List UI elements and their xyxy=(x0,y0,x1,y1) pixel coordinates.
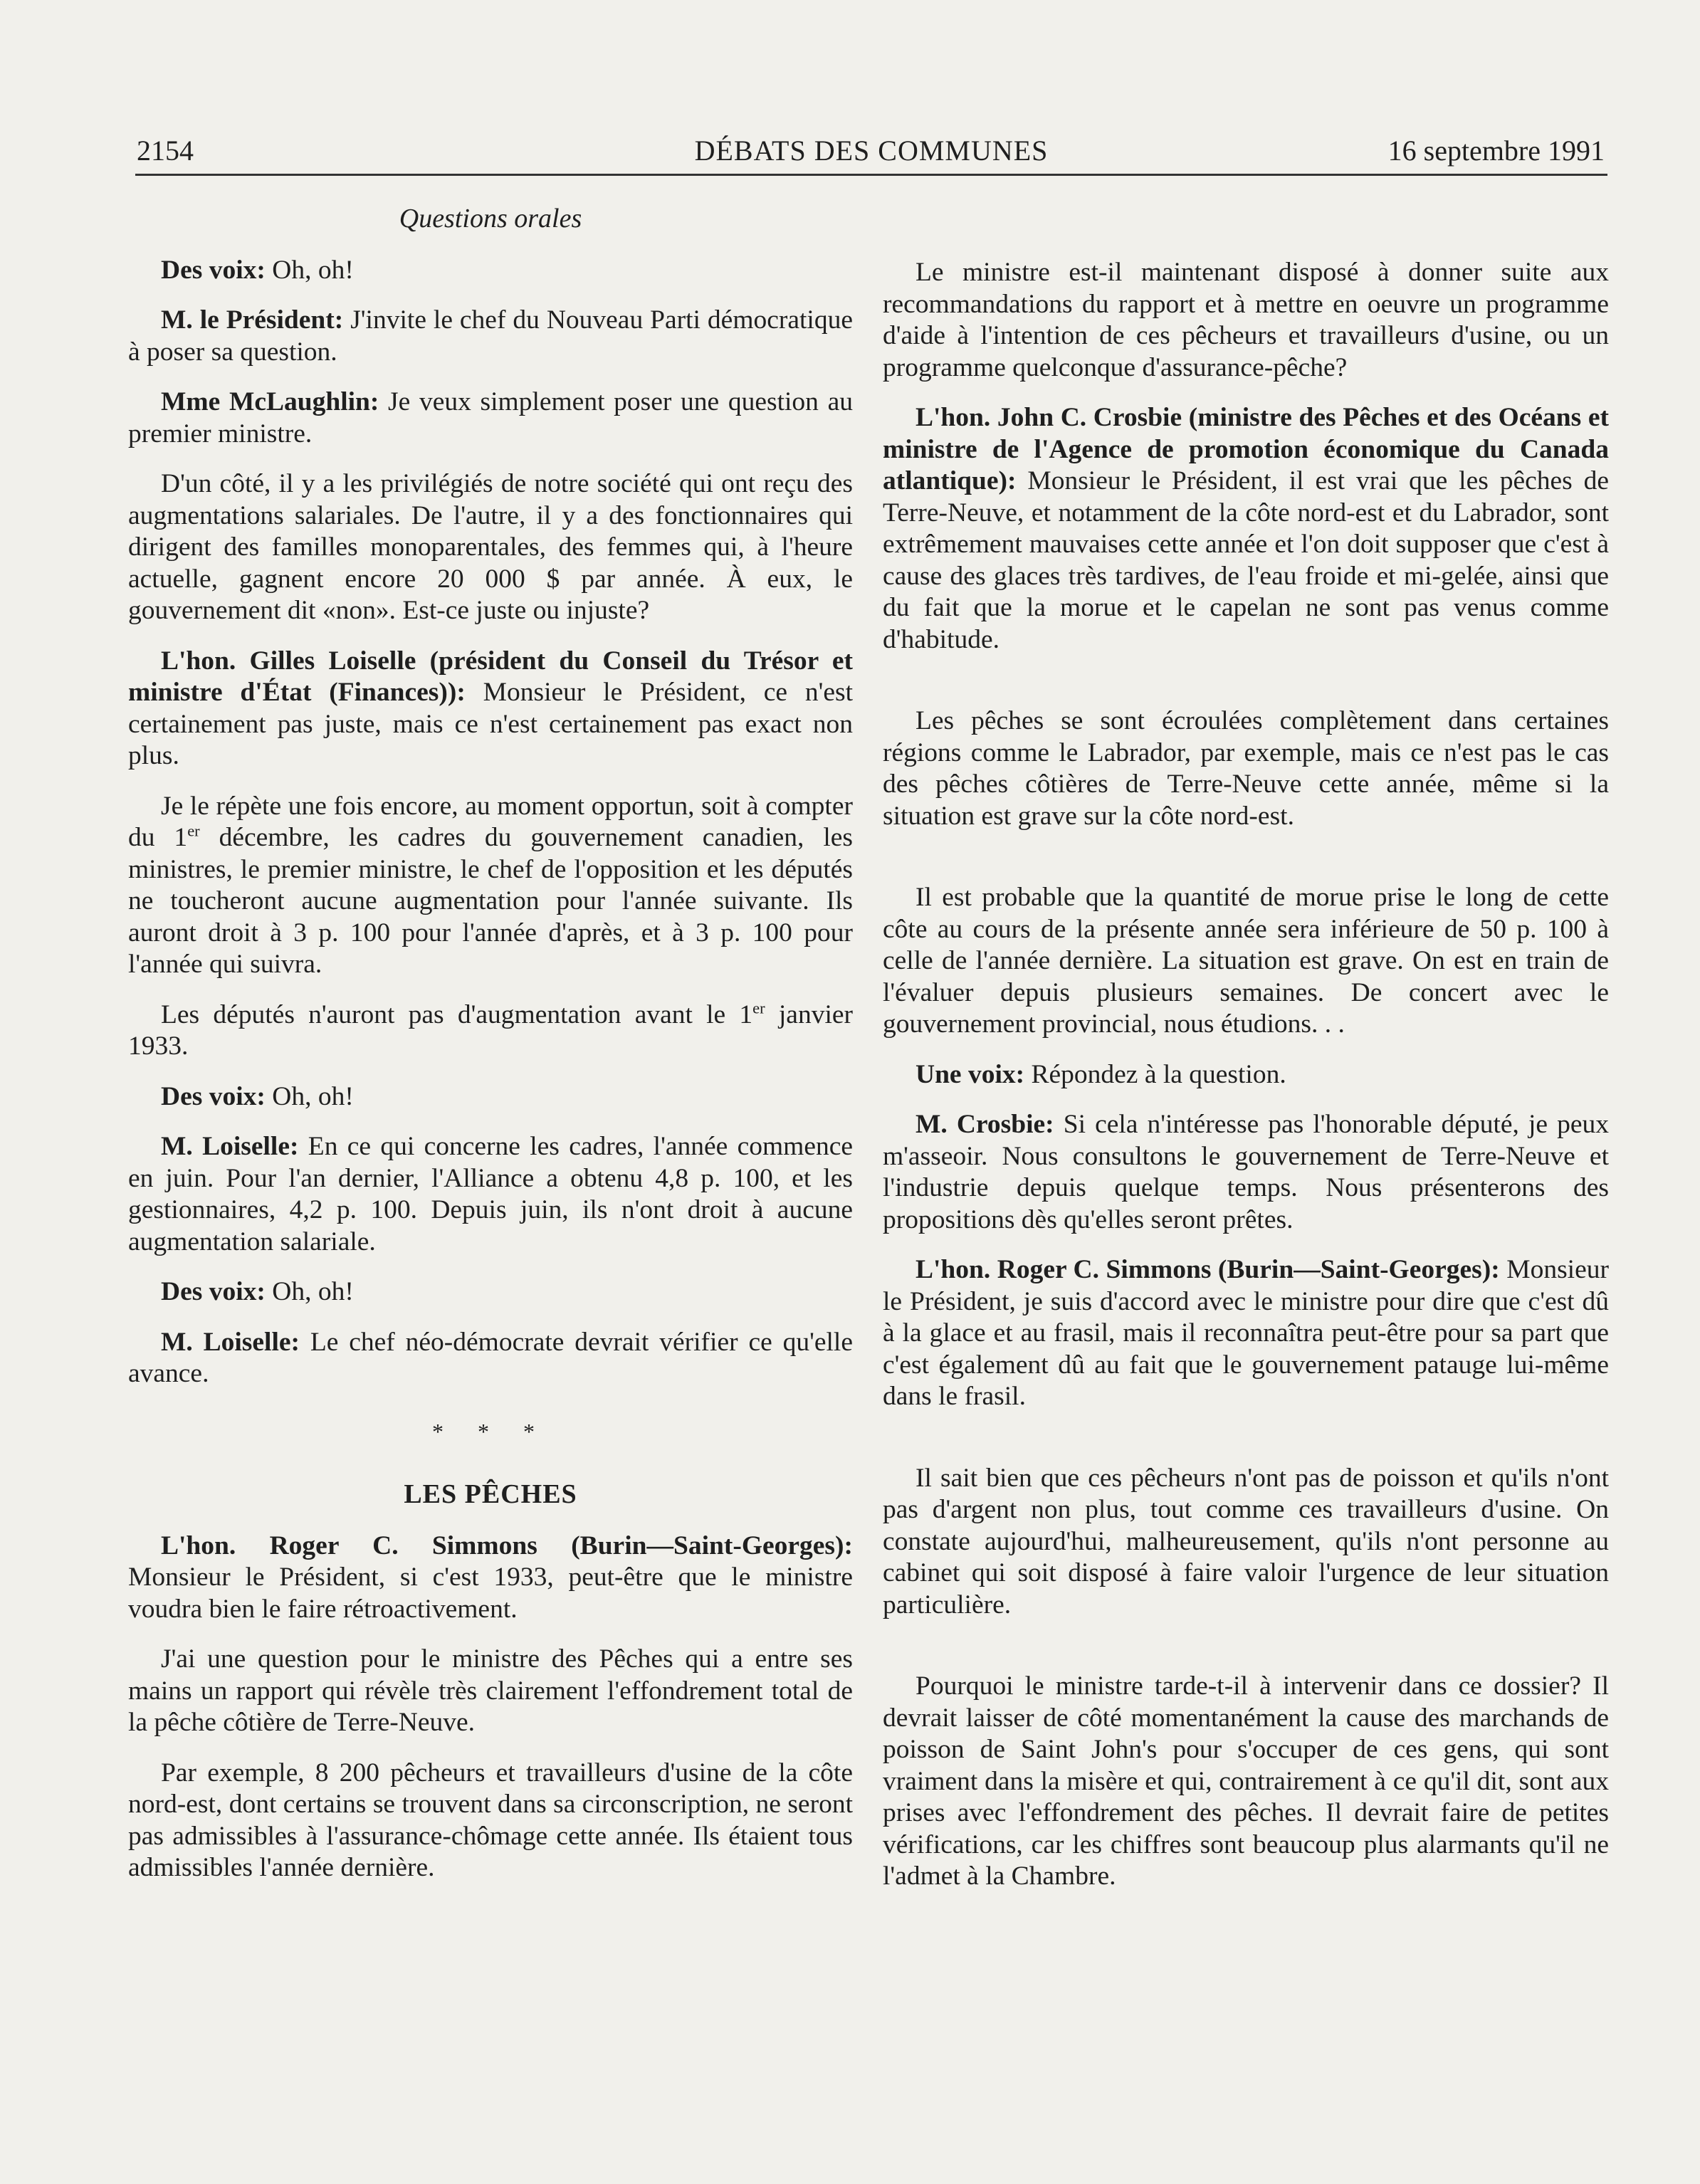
speaker-name: L'hon. Gilles Loiselle (président du Conseil du Trésor et ministre d'État (Finances)): xyxy=(128,646,853,707)
paragraph-text: Je le répète une fois encore, au moment opportun, soit à compter du 1 xyxy=(128,791,853,852)
paragraph-text: Les députés n'auront pas d'augmentation avant le 1 xyxy=(161,999,753,1029)
paragraph xyxy=(128,255,853,287)
speaker-name: Mme McLaughlin: xyxy=(161,387,379,416)
paragraph-text: D'un côté, il y a les privilégiés de notre société qui ont reçu des augmentations salariales. De l'autre, il y a des fonctionnaires qui dirigent des familles monoparentales, des femmes qui, à l'heure actuelle, gagnent encore 20 000 $ par année. À eux, le gouvernement dit «non». Est-ce juste ou injuste? xyxy=(128,469,853,625)
paragraph-text: Monsieur le Président, il est vrai que les pêches de Terre-Neuve, et notamment de la côte nord-est et du Labrador, sont extrêmement mauvaises cette année et l'on doit supposer que c'est à cause des glaces très tardives, de l'eau froide et mi-gelée, ainsi que du fait que la morue et le capelan ne sont pas venus comme d'habitude. xyxy=(883,466,1609,654)
paragraph xyxy=(128,387,853,450)
paragraph-text: J'invite le chef du Nouveau Parti démocratique à poser sa question. xyxy=(128,305,853,367)
paragraph xyxy=(883,257,1609,384)
paragraph-text: Oh, oh! xyxy=(265,1081,354,1111)
paragraph xyxy=(883,705,1609,832)
paragraph xyxy=(128,1276,853,1308)
speaker-name: Des voix: xyxy=(161,255,266,285)
speaker-name: Une voix: xyxy=(915,1059,1025,1089)
paragraph-text: Les pêches se sont écroulées complètement dans certaines régions comme le Labrador, par exemple, mais ce n'est pas le cas des pêches côtières de Terre-Neuve cette année, même si la situation est grave sur la côte nord-est. xyxy=(883,706,1609,831)
paragraph-text: J'ai une question pour le ministre des Pêches qui a entre ses mains un rapport qui révèle très clairement l'effondrement total de la pêche côtière de Terre-Neuve. xyxy=(128,1644,853,1737)
paragraph xyxy=(128,1131,853,1258)
paragraph-text: En ce qui concerne les cadres, l'année commence en juin. Pour l'an dernier, l'Alliance a obtenu 4,8 p. 100, et les gestionnaires, 4,2 p. 100. Depuis juin, ils n'ont droit à aucune augmentation salariale. xyxy=(128,1132,853,1256)
paragraph xyxy=(128,305,853,368)
speaker-name: L'hon. John C. Crosbie (ministre des Pêches et des Océans et ministre de l'Agence de promotion économique du Canada atlantique): xyxy=(883,403,1609,495)
paragraph xyxy=(128,1758,853,1884)
paragraph xyxy=(883,1059,1609,1091)
paragraph-text: Il sait bien que ces pêcheurs n'ont pas de poisson et qu'ils n'ont pas d'argent non plus, tout comme ces travailleurs d'usine. On constate aujourd'hui, malheureusement, qu'ils n'ont personne au cabinet qui soit disposé à faire valoir l'urgence de leur situation particulière. xyxy=(883,1463,1609,1619)
speaker-name: L'hon. Roger C. Simmons (Burin—Saint-Georges): xyxy=(915,1255,1500,1284)
paragraph xyxy=(883,1671,1609,1893)
section-title: LES PÊCHES xyxy=(404,1479,577,1509)
paragraph xyxy=(128,1531,853,1626)
speaker-name: M. Crosbie: xyxy=(915,1110,1054,1139)
paragraph xyxy=(128,1644,853,1739)
paragraph-text: Oh, oh! xyxy=(265,1277,354,1306)
paragraph-text: décembre, les cadres du gouvernement canadien, les ministres, le premier ministre, le chef de l'opposition et les députés ne toucheront aucune augmentation pour l'année suivante. Ils auront droit à 3 p. 100 pour l'année d'après, et à 3 p. 100 pour l'année qui suivra. xyxy=(128,823,853,979)
page-number: 2154 xyxy=(137,135,194,167)
paragraph-text: Monsieur le Président, je suis d'accord avec le ministre pour dire que c'est dû à la glace et au frasil, mais il reconnaîtra peut-être pour sa part que c'est également dû au fait que le gouvernement patauge lui-même dans le frasil. xyxy=(883,1255,1609,1411)
paragraph xyxy=(883,1109,1609,1236)
paragraph-text: Si cela n'intéresse pas l'honorable député, je peux m'asseoir. Nous consultons le gouvernement de Terre-Neuve et l'industrie depuis quelque temps. Nous présenterons des propositions dès qu'elles seront prêtes. xyxy=(883,1110,1609,1234)
speaker-name: Des voix: xyxy=(161,1081,266,1111)
paragraph xyxy=(883,882,1609,1041)
left-column xyxy=(128,203,853,1903)
speaker-name: L'hon. Roger C. Simmons (Burin—Saint-Georges): xyxy=(161,1531,853,1560)
paragraph-text: janvier 1933. xyxy=(128,999,853,1061)
superscript: er xyxy=(752,999,765,1017)
paragraph-text: Oh, oh! xyxy=(265,255,354,285)
paragraph xyxy=(128,791,853,981)
right-column xyxy=(883,203,1609,1911)
paragraph xyxy=(128,646,853,772)
paragraph xyxy=(128,999,853,1063)
speaker-name: M. Loiselle: xyxy=(161,1327,300,1357)
paragraph-text: Le chef néo-démocrate devrait vérifier ce qu'elle avance. xyxy=(128,1327,853,1388)
speaker-name: M. Loiselle: xyxy=(161,1132,299,1161)
paragraph-text: Le ministre est-il maintenant disposé à donner suite aux recommandations du rapport et à mettre en oeuvre un programme d'aide à l'intention de ces pêcheurs et travailleurs d'usine, ou un programme quelconque d'assurance-pêche? xyxy=(883,258,1609,382)
paragraph xyxy=(128,1081,853,1113)
paragraph xyxy=(128,1327,853,1390)
paragraph xyxy=(883,402,1609,656)
speaker-name: Des voix: xyxy=(161,1277,266,1306)
paragraph-text: Il est probable que la quantité de morue prise le long de cette côte au cours de la présente année sera inférieure de 50 p. 100 à celle de l'année dernière. La situation est grave. On est en train de l'évaluer depuis plusieurs semaines. De concert avec le gouvernement provincial, nous étudions. . . xyxy=(883,883,1609,1039)
publication-title: DÉBATS DES COMMUNES xyxy=(694,135,1049,167)
section-heading: Questions orales xyxy=(399,204,582,233)
paragraph-text: Répondez à la question. xyxy=(1024,1059,1286,1089)
paragraph-text: Pourquoi le ministre tarde-t-il à intervenir dans ce dossier? Il devrait laisser de côté momentanément la cause des marchands de poisson de Saint John's pour s'occuper de ces gens, qui sont vraiment dans la misère et qui, contrairement à ce qu'il dit, sont aux prises avec l'effondrement des pêches. Il devrait faire de petites vérifications, car les chiffres sont beaucoup plus alarmants qu'il ne l'admet à la Chambre. xyxy=(883,1671,1609,1891)
section-separator: * * * xyxy=(432,1418,549,1444)
superscript: er xyxy=(187,821,200,840)
paragraph xyxy=(128,468,853,627)
paragraph xyxy=(883,1254,1609,1413)
publication-date: 16 septembre 1991 xyxy=(1387,135,1605,167)
paragraph-text: Je veux simplement poser une question au premier ministre. xyxy=(128,387,853,448)
paragraph-text: Par exemple, 8 200 pêcheurs et travailleurs d'usine de la côte nord-est, dont certains se trouvent dans sa circonscription, ne seront pas admissibles à l'assurance-chômage cette année. Ils étaient tous admissibles l'année dernière. xyxy=(128,1758,853,1882)
paragraph xyxy=(883,1463,1609,1622)
paragraph-text: Monsieur le Président, ce n'est certainement pas juste, mais ce n'est certainement pas exact non plus. xyxy=(128,678,853,770)
page-header xyxy=(135,128,1607,176)
paragraph-text: Monsieur le Président, si c'est 1933, peut-être que le ministre voudra bien le faire rétroactivement. xyxy=(128,1563,853,1624)
speaker-name: M. le Président: xyxy=(161,305,344,335)
